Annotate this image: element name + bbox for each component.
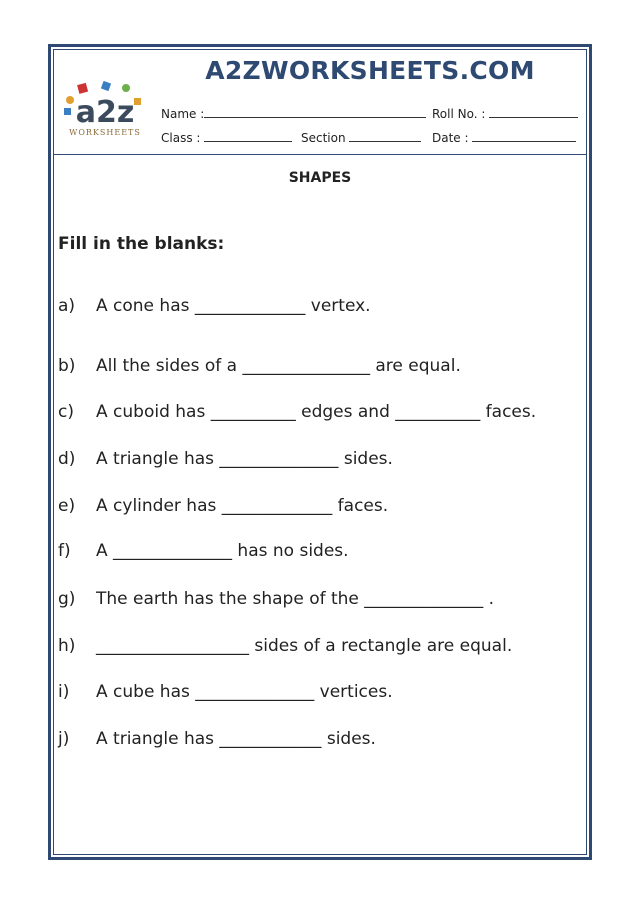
question-item [58,296,371,316]
name-blank [204,106,426,118]
question-item [58,496,388,516]
roll-no-blank [489,106,578,118]
name-label: Name : [161,107,205,121]
question-text: A cuboid has __________ edges and __________ faces. [96,402,537,422]
section-field [301,130,421,145]
question-item [58,356,461,376]
class-blank [204,130,292,142]
question-text: The earth has the shape of the ______________ . [96,589,495,609]
question-text: __________________ sides of a rectangle are equal. [96,636,513,656]
question-text: A cylinder has _____________ faces. [96,496,389,516]
question-item [58,589,494,609]
question-label: e) [58,496,76,516]
header-divider [53,154,587,155]
question-text: A cone has _____________ vertex. [96,296,371,316]
roll-no-field [432,106,578,121]
question-label: f) [58,541,71,561]
question-item [58,636,512,656]
logo-mark: a2z [75,95,135,130]
question-text: A triangle has ____________ sides. [96,729,376,749]
question-item [58,402,536,422]
question-text: A triangle has ______________ sides. [96,449,393,469]
question-label: b) [58,356,76,376]
question-item [58,449,393,469]
question-label: g) [58,589,76,609]
question-label: c) [58,402,74,422]
question-text: A ______________ has no sides. [96,541,349,561]
question-text: A cube has ______________ vertices. [96,682,393,702]
a2z-logo [60,78,150,140]
instructions-heading: Fill in the blanks: [58,234,225,254]
logo-subtext: WORKSHEETS [69,128,141,137]
date-blank [472,130,576,142]
question-label: i) [58,682,70,702]
roll-no-label: Roll No. : [432,107,486,121]
section-blank [349,130,421,142]
class-field [161,130,292,145]
question-item [58,682,393,702]
question-item [58,541,349,561]
worksheet-title: SHAPES [288,170,352,186]
date-label: Date : [432,131,469,145]
question-item [58,729,376,749]
class-label: Class : [161,131,201,145]
section-label: Section [301,131,346,145]
site-title: A2ZWORKSHEETS.COM [205,56,535,85]
question-text: All the sides of a _______________ are equal. [96,356,461,376]
question-label: a) [58,296,76,316]
question-label: j) [58,729,70,749]
question-label: d) [58,449,76,469]
name-field [161,106,426,121]
question-label: h) [58,636,76,656]
date-field [432,130,576,145]
